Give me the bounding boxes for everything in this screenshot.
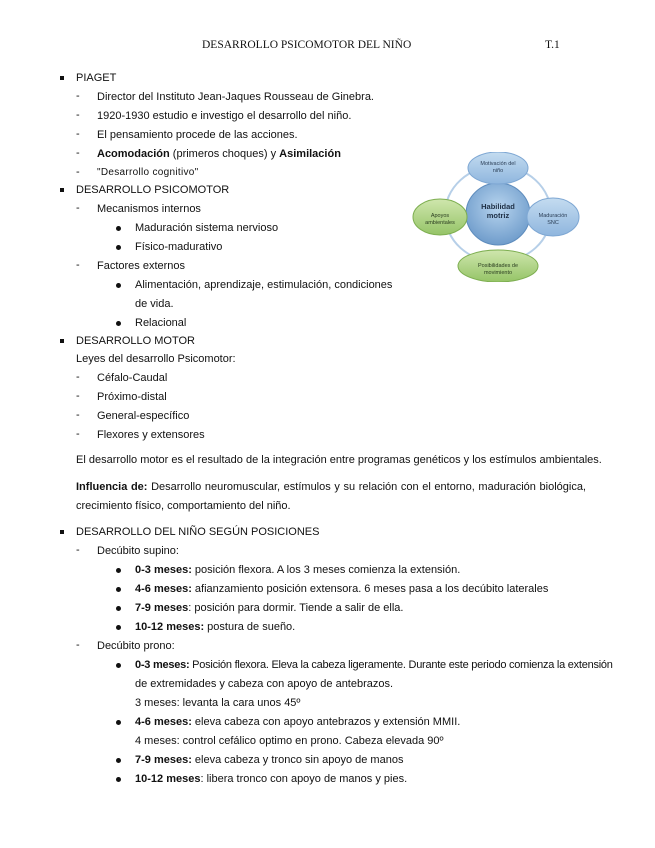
list-item: El pensamiento procede de las acciones. [97, 129, 298, 141]
dash-bullet: - [76, 166, 80, 178]
dash-bullet: - [76, 147, 80, 159]
list-item: 10-12 meses: libera tronco con apoyo de manos y pies. [135, 773, 408, 785]
diagram-center-label: Habilidad motriz [481, 201, 515, 220]
dash-bullet: - [76, 109, 80, 121]
dash-bullet: - [76, 428, 80, 440]
list-item: Alimentación, aprendizaje, estimulación, condiciones [135, 279, 393, 291]
list-item-continuation: de extremidades y cabeza con apoyo de antebrazos. [135, 678, 394, 690]
list-item: Flexores y extensores [97, 429, 205, 441]
bullet-dot [116, 758, 121, 763]
list-item: Céfalo-Caudal [97, 372, 168, 384]
list-item: Próximo-distal [97, 391, 167, 403]
bullet-dot [116, 568, 121, 573]
bullet-square [60, 76, 64, 80]
bullet-dot [116, 283, 121, 288]
bullet-square [60, 188, 64, 192]
bullet-dot [116, 625, 121, 630]
dash-bullet: - [76, 371, 80, 383]
bullet-dot [116, 663, 121, 668]
text-line: Leyes del desarrollo Psicomotor: [76, 353, 236, 365]
paragraph-influencia: Influencia de: Desarrollo neuromuscular, estímulos y su relación con el entorno, maduración biológica, crecimiento físico, comportamiento del niño. [76, 481, 586, 512]
bullet-dot [116, 226, 121, 231]
bullet-square [60, 530, 64, 534]
dash-bullet: - [76, 409, 80, 421]
dash-bullet: - [76, 202, 80, 214]
section-heading-posiciones: DESARROLLO DEL NIÑO SEGÚN POSICIONES [76, 526, 320, 538]
list-item: General-específico [97, 410, 190, 422]
list-item: Decúbito prono: [97, 640, 175, 652]
list-item: Maduración sistema nervioso [135, 222, 279, 234]
list-item: 1920-1930 estudio e investigo el desarrollo del niño. [97, 110, 352, 122]
list-item: 10-12 meses: postura de sueño. [135, 621, 296, 633]
list-item-continuation: de vida. [135, 298, 174, 310]
bullet-dot [116, 587, 121, 592]
list-item: 4-6 meses: afianzamiento posición extensora. 6 meses pasa a los decúbito laterales [135, 583, 549, 595]
habilidad-motriz-diagram [412, 152, 582, 282]
bullet-dot [116, 321, 121, 326]
dash-bullet: - [76, 90, 80, 102]
list-item: 0-3 meses: posición flexora. A los 3 meses comienza la extensión. [135, 564, 461, 576]
list-item: 7-9 meses: eleva cabeza y tronco sin apoyo de manos [135, 754, 404, 766]
dash-bullet: - [76, 544, 80, 556]
bullet-dot [116, 606, 121, 611]
bullet-square [60, 339, 64, 343]
list-item: Físico-madurativo [135, 241, 223, 253]
list-item: Decúbito supino: [97, 545, 179, 557]
list-item: Factores externos [97, 260, 186, 272]
dash-bullet: - [76, 259, 80, 271]
bullet-dot [116, 720, 121, 725]
diagram-right-label: Maduración SNC [538, 213, 568, 226]
diagram-top-label: Motivación del niño [480, 161, 516, 174]
section-heading-motor: DESARROLLO MOTOR [76, 335, 195, 347]
list-item: "Desarrollo cognitivo" [97, 167, 199, 178]
dash-bullet: - [76, 639, 80, 651]
section-heading-piaget: PIAGET [76, 72, 117, 84]
dash-bullet: - [76, 128, 80, 140]
list-item: 0-3 meses: Posición flexora. Eleva la cabeza ligeramente. Durante este periodo comienza la extensión [135, 659, 613, 671]
list-item: Relacional [135, 317, 187, 329]
list-item: 7-9 meses: posición para dormir. Tiende a salir de ella. [135, 602, 404, 614]
section-heading-psicomotor: DESARROLLO PSICOMOTOR [76, 184, 230, 196]
list-item: Mecanismos internos [97, 203, 201, 215]
paragraph: El desarrollo motor es el resultado de la integración entre programas genéticos y los estímulos ambientales. [76, 454, 602, 466]
bullet-dot [116, 777, 121, 782]
list-item-note: 4 meses: control cefálico optimo en prono. Cabeza elevada 90º [135, 735, 444, 747]
list-item-note: 3 meses: levanta la cara unos 45º [135, 697, 301, 709]
document-title: DESARROLLO PSICOMOTOR DEL NIÑO [202, 39, 412, 51]
bullet-dot [116, 245, 121, 250]
diagram-left-label: Apoyos ambientales [425, 213, 455, 226]
dash-bullet: - [76, 390, 80, 402]
list-item: 4-6 meses: eleva cabeza con apoyo antebrazos y extensión MMII. [135, 716, 461, 728]
list-item: Acomodación (primeros choques) y Asimilación [97, 148, 341, 160]
page-number: T.1 [545, 39, 560, 51]
list-item: Director del Instituto Jean-Jaques Rousseau de Ginebra. [97, 91, 374, 103]
diagram-bottom-label: Posibilidades de movimiento [477, 263, 519, 276]
